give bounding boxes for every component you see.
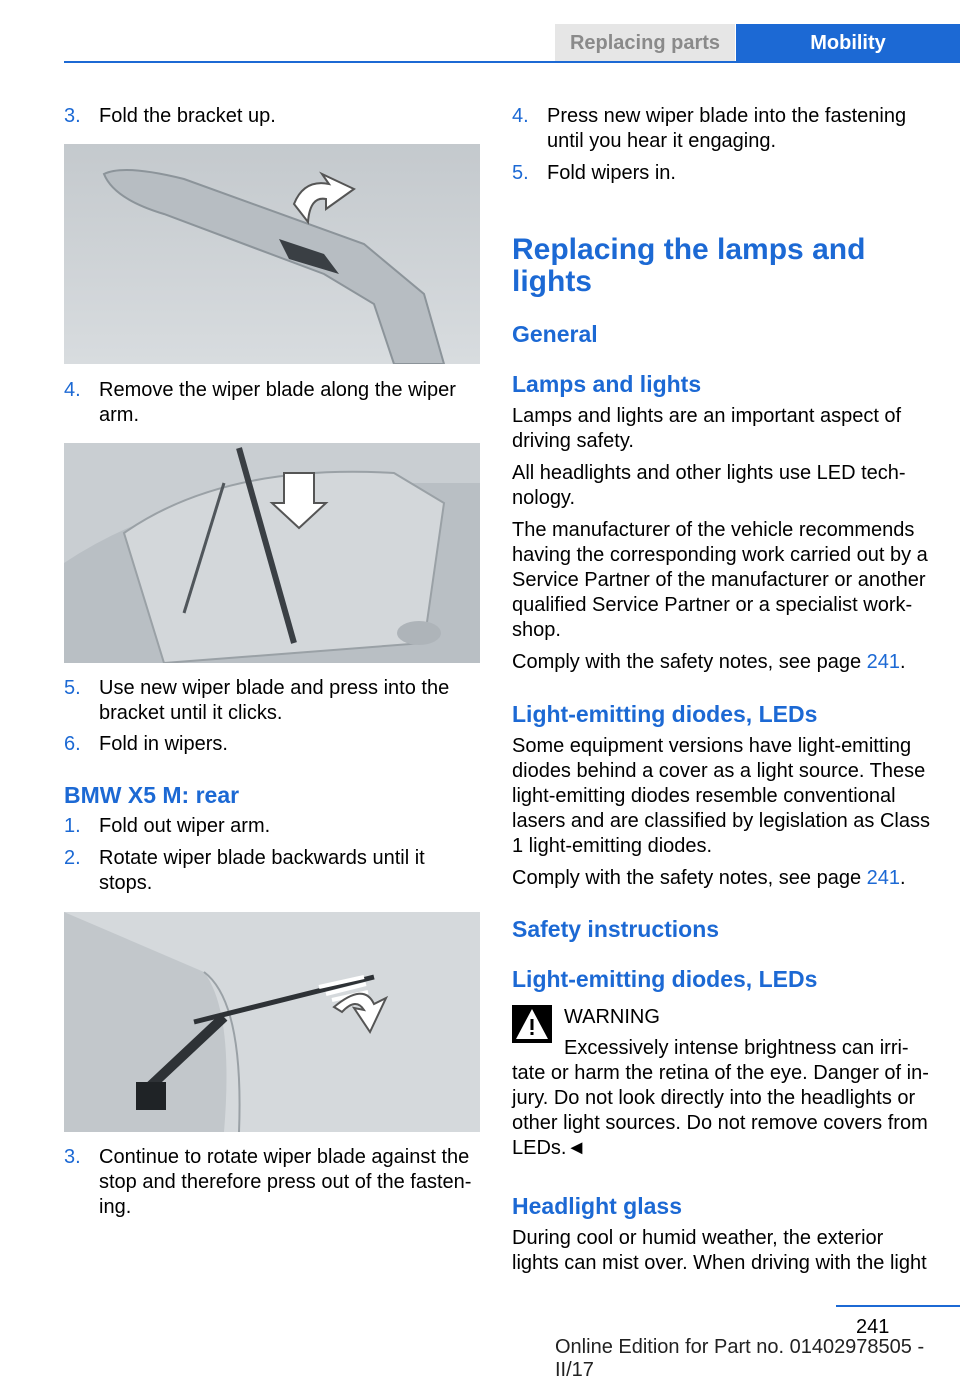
heading-general: General: [512, 321, 598, 347]
warning-label: WARNING: [564, 1006, 660, 1028]
figure-bracket-fold: [64, 144, 480, 364]
step-item: 1. Fold out wiper arm.: [64, 815, 271, 837]
warning-text: Excessively intense brightness can irri‐tate or harm the retina of the eye. Danger of in‐jury. Do not look directly into the headlights or other light sources. Do not remove covers from LEDs.◄: [512, 1037, 929, 1159]
comply-note: Comply with the safety notes, see page 241.: [512, 651, 906, 673]
comply-note: Comply with the safety notes, see page 241.: [512, 867, 906, 889]
step-item: 5. Use new wiper blade and press into the bracket until it clicks.: [64, 677, 450, 724]
heading-lamps: Lamps and lights: [512, 371, 702, 397]
section-title: Replacing the lamps and lights: [512, 233, 866, 298]
heading-glass: Headlight glass: [512, 1193, 682, 1219]
step-item: 4. Remove the wiper blade along the wiper arm.: [64, 379, 456, 426]
heading-safety: Safety instructions: [512, 916, 720, 942]
header-rule: [64, 61, 960, 63]
heading-led: Light-emitting diodes, LEDs: [512, 701, 818, 727]
figure-rear-wiper: [64, 912, 480, 1132]
step-item: 3. Fold the bracket up.: [64, 105, 276, 127]
footer-rule: [836, 1305, 960, 1307]
warning-box: [512, 1005, 932, 1165]
heading-led-2: Light-emitting diodes, LEDs: [512, 966, 818, 992]
paragraph: All headlights and other lights use LED tech‐nology.: [512, 462, 906, 509]
step-item: 6. Fold in wipers.: [64, 733, 228, 755]
page-number: 241: [856, 1316, 890, 1338]
paragraph: Some equipment versions have light-emitting diodes behind a cover as a light source. These light-emitting diodes resemble conventional lasers and are classified by legislation as Class 1 light-emitting diodes.: [512, 735, 930, 857]
step-item: 2. Rotate wiper blade backwards until it stops.: [64, 847, 425, 894]
step-item: 5. Fold wipers in.: [512, 162, 676, 184]
step-item: 4. Press new wiper blade into the fastening until you hear it engaging.: [512, 105, 907, 152]
paragraph: During cool or humid weather, the exterior lights can mist over. When driving with the light: [512, 1227, 927, 1274]
page-link[interactable]: 241: [866, 867, 901, 889]
figure-wiper-remove: [64, 443, 480, 663]
page-link[interactable]: 241: [866, 651, 901, 673]
header-chapter-tab: Mobility: [736, 24, 960, 62]
paragraph: Lamps and lights are an important aspect of driving safety.: [512, 405, 902, 452]
header-section-tab: Replacing parts: [555, 24, 735, 62]
paragraph: The manufacturer of the vehicle recommends having the corresponding work carried out by a Service Partner of the manufacturer or another qualified Service Partner or a specialist work‐shop.: [512, 519, 928, 641]
heading-rear: BMW X5 M: rear: [64, 782, 240, 808]
edition-note: Online Edition for Part no. 01402978505 - II/17: [555, 1336, 925, 1381]
step-item: 3. Continue to rotate wiper blade against the stop and therefore press out of the fasten‐ing.: [64, 1146, 472, 1218]
